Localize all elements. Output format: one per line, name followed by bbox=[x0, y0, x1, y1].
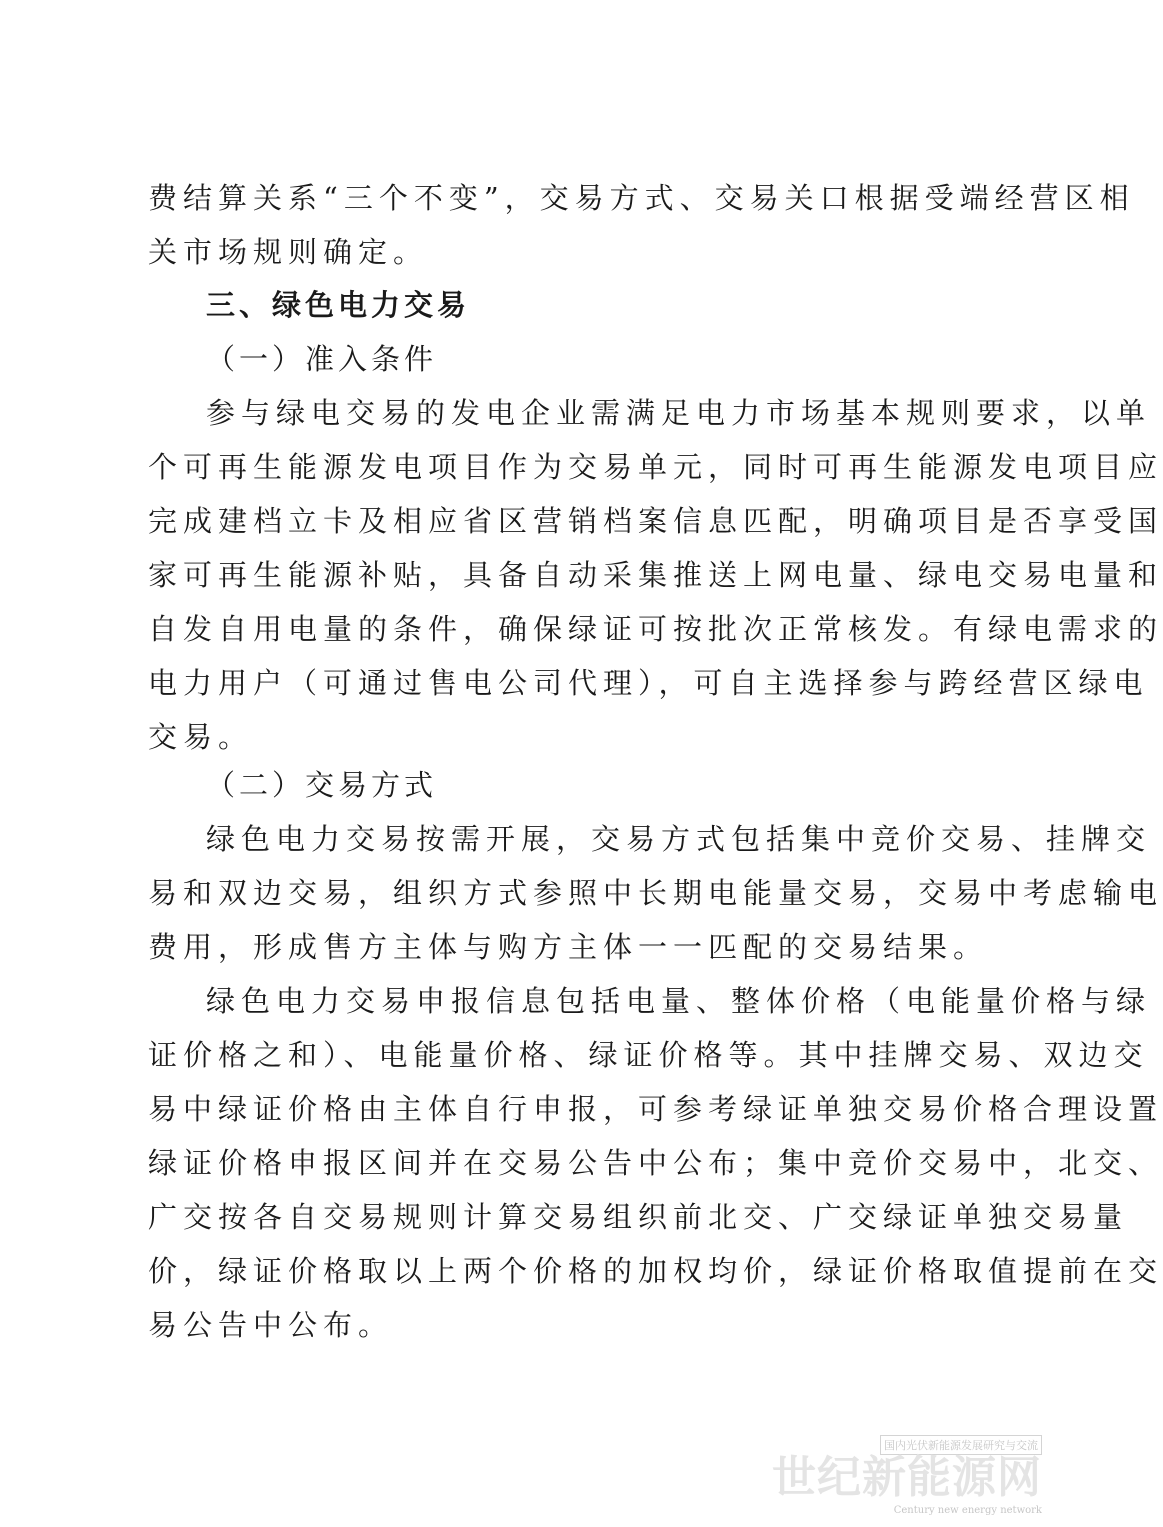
text-line: 参与绿电交易的发电企业需满足电力市场基本规则要求，以单 bbox=[206, 396, 1152, 430]
text-line: 个可再生能源发电项目作为交易单元，同时可再生能源发电项目应 bbox=[148, 450, 1163, 484]
text-line: 易公告中公布。 bbox=[148, 1308, 394, 1342]
text-line: 广交按各自交易规则计算交易组织前北交、广交绿证单独交易量 bbox=[148, 1200, 1129, 1234]
watermark-logo: 世纪新能源网 bbox=[772, 1452, 1042, 1503]
text-line: 电力用户（可通过售电公司代理），可自主选择参与跨经营区绿电 bbox=[148, 666, 1149, 700]
watermark-tag: 国内光伏新能源发展研究与交流 bbox=[880, 1435, 1042, 1455]
site-watermark bbox=[772, 1435, 1042, 1521]
subsection-title: （二）交易方式 bbox=[206, 768, 438, 802]
subsection-title: （一）准入条件 bbox=[206, 342, 438, 376]
section-title: 三、绿色电力交易 bbox=[206, 288, 471, 322]
text-line: 费结算关系“三个不变”，交易方式、交易关口根据受端经营区相 bbox=[148, 181, 1135, 215]
text-line: 自发自用电量的条件，确保绿证可按批次正常核发。有绿电需求的 bbox=[148, 612, 1163, 646]
text-line: 家可再生能源补贴，具备自动采集推送上网电量、绿电交易电量和 bbox=[148, 558, 1163, 592]
text-line: 完成建档立卡及相应省区营销档案信息匹配，明确项目是否享受国 bbox=[148, 504, 1163, 538]
text-line: 绿色电力交易按需开展，交易方式包括集中竞价交易、挂牌交 bbox=[206, 822, 1152, 856]
text-line: 易和双边交易，组织方式参照中长期电能量交易，交易中考虑输电 bbox=[148, 876, 1163, 910]
watermark-subtitle: Century new energy network bbox=[893, 1505, 1042, 1516]
text-line: 证价格之和）、电能量价格、绿证价格等。其中挂牌交易、双边交 bbox=[148, 1038, 1149, 1072]
text-line: 交易。 bbox=[148, 720, 254, 754]
text-line: 关市场规则确定。 bbox=[148, 235, 429, 269]
text-line: 价，绿证价格取以上两个价格的加权均价，绿证价格取值提前在交 bbox=[148, 1254, 1163, 1288]
text-line: 费用，形成售方主体与购方主体一一匹配的交易结果。 bbox=[148, 930, 989, 964]
text-line: 易中绿证价格由主体自行申报，可参考绿证单独交易价格合理设置 bbox=[148, 1092, 1163, 1126]
text-line: 绿证价格申报区间并在交易公告中公布；集中竞价交易中，北交、 bbox=[148, 1146, 1163, 1180]
text-line: 绿色电力交易申报信息包括电量、整体价格（电能量价格与绿 bbox=[206, 984, 1152, 1018]
